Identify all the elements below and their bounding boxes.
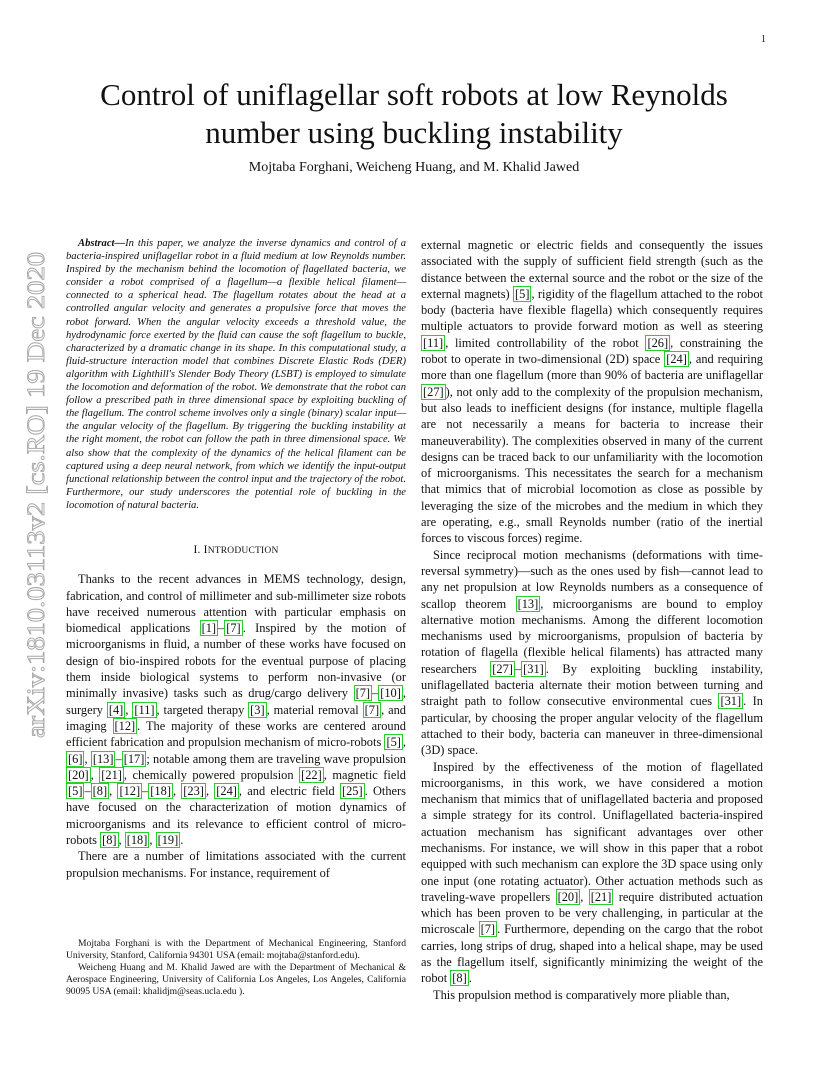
citation-link[interactable]: [11] <box>134 702 155 717</box>
abstract: Abstract—In this paper, we analyze the inverse dynamics and control of a bacteria-inspired uniflagellar robot in a fluid medium at low Reynolds number. Inspired by the mechanism behind the locomotion of flagellated bacteria, we consider a robot comprised of a flagellum—a flexible helical filament—connected to a spherical head. The flagellum rotates about the head at a controlled angular velocity and generates a propulsive force that moves the robot forward. When the angular velocity exceeds a threshold value, the hydrodynamic force exerted by the fluid can cause the soft flagellum to buckle, characterized by a dramatic change in its shape. In this computational study, a fluid-structure interaction model that combines Discrete Elastic Rods (DER) algorithm with Lighthill's Slender Body Theory (LSBT) is employed to simulate the locomotion and deformation of the robot. We demonstrate that the robot can follow a prescribed path in three dimensional space by exploiting buckling of the flagellum. The control scheme involves only a single (binary) scalar input—the angular velocity of the flagellum. By triggering the buckling instability at the right moment, the robot can follow the path in three dimensional space. We also show that the complexity of the dynamics of the helical filament can be captured using a deep neural network, from which we identify the input-output functional relationship between the control input and the trajectory of the robot. Furthermore, our study underscores the potential role of buckling in the locomotion of natural bacteria. <box>66 238 406 511</box>
citation-link[interactable]: [31] <box>720 694 742 709</box>
citation-link[interactable]: [8] <box>92 784 108 799</box>
citation-link[interactable]: [27] <box>492 661 513 676</box>
footnotes <box>66 938 406 998</box>
citation-link[interactable]: [17] <box>123 751 145 766</box>
paper-title <box>60 76 768 152</box>
citation-link[interactable]: [22] <box>301 767 322 782</box>
citation-link[interactable]: [13] <box>92 751 114 766</box>
right-paragraph-4: This propulsion method is comparatively more pliable than, <box>433 987 730 1002</box>
citation-link[interactable]: [11] <box>423 335 444 350</box>
citation-link[interactable]: [25] <box>341 784 363 799</box>
citation-link[interactable]: [20] <box>557 889 579 904</box>
citation-link[interactable]: [18] <box>126 833 148 848</box>
title-line-2: number using buckling instability <box>205 115 623 150</box>
citation-link[interactable]: [7] <box>355 686 371 701</box>
left-column <box>66 237 406 881</box>
citation-link[interactable]: [20] <box>68 767 89 782</box>
citation-link[interactable]: [1] <box>201 621 217 636</box>
citation-link[interactable]: [7] <box>480 922 496 937</box>
citation-link[interactable]: [24] <box>666 352 687 367</box>
citation-link[interactable]: [18] <box>150 784 171 799</box>
citation-link[interactable]: [23] <box>183 784 204 799</box>
abstract-text: In this paper, we analyze the inverse dynamics and control of a bacteria-inspired uniflagellar robot in a fluid medium at low Reynolds number. Inspired by the mechanism behind the locomotion of flagellated bacteria, we consider a robot comprised of a flagellum—a flexible helical filament—connected to a spherical head. The flagellum rotates about the head at a controlled angular velocity and generates a propulsive force that moves the robot forward. When the angular velocity exceeds a threshold value, the hydrodynamic force exerted by the fluid can cause the soft flagellum to buckle, characterized by a dramatic change in its shape. In this computational study, a fluid-structure interaction model that combines Discrete Elastic Rods (DER) algorithm with Lighthill's Slender Body Theory (LSBT) is employed to simulate the locomotion and deformation of the robot. We demonstrate that the robot can follow a prescribed path in three dimensional space by exploiting buckling of the flagellum. The control scheme involves only a single (binary) scalar input—the angular velocity of the flagellum. By triggering the buckling instability at the right moment, the robot can follow the path in three dimensional space. We also show that the complexity of the dynamics of the helical filament can be captured using a deep neural network, from which we identify the input-output functional relationship between the control input and the trajectory of the robot. Furthermore, our study underscores the potential role of buckling in the locomotion of natural bacteria. <box>66 238 406 511</box>
citation-link[interactable]: [7] <box>226 621 241 636</box>
citation-link[interactable]: [26] <box>647 335 669 350</box>
section-heading: I. INTRODUCTION <box>193 543 279 556</box>
right-column <box>421 237 763 1003</box>
citation-link[interactable]: [31] <box>523 661 544 676</box>
arxiv-stamp <box>18 250 52 740</box>
citation-link[interactable]: [5] <box>386 735 401 750</box>
citation-link[interactable]: [21] <box>590 889 612 904</box>
abstract-label: Abstract <box>78 238 115 249</box>
right-paragraph-1: external magnetic or electric fields and consequently the issues associated with the supply of sufficient field strength (such as the distance between the external source and the robot or the size of the external magnets) [5] , rigidity of the flagellum attached to the robot body (bacteria have flexible flagella) which consequently requires multiple actuators to provide forward motion as well as steering [11] , limited controllability of the robot [26] , constraining the robot to operate in two-dimensional (2D) space [24] , and requiring more than one flagellum (more than 90% of bacteria are uniflagellar [27] ), not only add to the complexity of the propulsion mechanism, but also leads to inefficient designs (for instance, multiple flagella are not necessarily a means for bacteria to increase their maneuverability). The complexities observed in many of the current designs can be traced back to our unfamiliarity with the locomotion of microorganisms. This necessitates the search for a mechanism that mimics that of microbial locomotion as close as possible by leveraging the size of the microbes and the medium in which they are operating, e.g., small Reynolds number (ratio of the inertial forces to viscous forces) regime. <box>421 238 764 546</box>
citation-link[interactable]: [8] <box>102 833 117 848</box>
citation-link[interactable]: [3] <box>250 702 265 717</box>
right-paragraph-3: Inspired by the effectiveness of the motion of flagellated microorganisms, in this work, we have considered a motion mechanism that mimics that of uniflagellated bacteria and proposed a simple strategy for its control. Uniflagellated bacteria-inspired actuation mechanism has significant advantages over other mechanisms. For instance, we will show in this paper that a robot equipped with such mechanism can explore the 3D space using only one input (one rotating actuator). Other actuation methods such as traveling-wave propellers [20] , [21] require distributed actuation which has been proven to be very challenging, in particular at the microscale [7] . Furthermore, depending on the cargo that the robot carries, long strips of drug, shaped into a helical shape, may be used as the flagellum itself, significantly minimizing the weight of the robot [8] . <box>421 759 764 986</box>
citation-link[interactable]: [27] <box>423 384 444 399</box>
citation-link[interactable]: [19] <box>157 833 179 848</box>
intro-paragraph-1: Thanks to the recent advances in MEMS technology, design, fabrication, and control of millimeter and sub-millimeter size robots have received numerous attention with particular emphasis on biomedical applications [1] – [7] . Inspired by the motion of microorganisms in fluid, a number of these works have focused on design of bio-inspired robots for the eventual purpose of placing them inside biological systems to perform non-invasive (or minimally invasive) tasks such as drug/cargo delivery [7] – [10] , surgery [4] , [11] , targeted therapy [3] , material removal [7] , and imaging [12] . The majority of these works are centered around efficient fabrication and propulsion mechanism of micro-robots [5] , [6] , [13] – [17] ; notable among them are traveling wave propulsion [20] , [21] , chemically powered propulsion [22] , magnetic field [5] – [8] , [12] – [18] , [23] , [24] , and electric field [25] . Others have focused on the characterization of motion dynamics of microorganisms and its relevance to efficient control of micro-robots [8] , [18] , [19] . <box>66 572 406 848</box>
citation-link[interactable]: [5] <box>68 784 83 799</box>
citation-link[interactable]: [8] <box>452 971 467 986</box>
intro-paragraph-2: There are a number of limitations associated with the current propulsion mechanisms. For instance, requirement of <box>66 849 406 880</box>
title-line-1: Control of uniflagellar soft robots at low Reynolds <box>100 77 728 112</box>
citation-link[interactable]: [5] <box>515 286 530 301</box>
citation-link[interactable]: [13] <box>517 596 539 611</box>
footnote-affiliation-2: Weicheng Huang and M. Khalid Jawed are with the Department of Mechanical & Aerospace Engineering, University of California Los Angeles, Los Angeles, California 90095 USA (email: khalidjm@seas.ucla.edu ). <box>66 962 406 997</box>
citation-link[interactable]: [24] <box>216 784 237 799</box>
citation-link[interactable]: [10] <box>380 686 401 701</box>
page-number: 1 <box>761 34 766 45</box>
citation-link[interactable]: [4] <box>108 702 124 717</box>
right-paragraph-2: Since reciprocal motion mechanisms (deformations with time-reversal symmetry)—such as the ones used by fish—cannot lead to any net propulsion at low Reynolds numbers as a consequence of scallop theorem [13] , microorganisms are bound to employ alternative motion mechanisms. Among the different locomotion mechanisms used by microorganisms, propulsion of bacteria by rotation of flagella (flexible helical filaments) has attracted many researchers [27] – [31] . By exploiting buckling instability, uniflagellated bacteria alternate their motion between turning and straight path to follow consecutive environmental cues [31] . In particular, by choosing the proper angular velocity of the flagellum attached to their body, bacteria can maneuver in three-dimensional (3D) space. <box>421 547 763 758</box>
footnote-affiliation-1: Mojtaba Forghani is with the Department of Mechanical Engineering, Stanford University, Stanford, California 94301 USA (email: mojtaba@stanford.edu). <box>66 938 406 961</box>
citation-link[interactable]: [6] <box>68 751 83 766</box>
citation-link[interactable]: [21] <box>101 767 122 782</box>
citation-link[interactable]: [12] <box>119 784 141 799</box>
author-list: Mojtaba Forghani, Weicheng Huang, and M. Khalid Jawed <box>248 160 580 175</box>
citation-link[interactable]: [7] <box>364 702 380 717</box>
citation-link[interactable]: [12] <box>114 718 136 733</box>
arxiv-stamp-text: arXiv:1810.03113v2 [cs.RO] 19 Dec 2020 <box>23 312 50 738</box>
